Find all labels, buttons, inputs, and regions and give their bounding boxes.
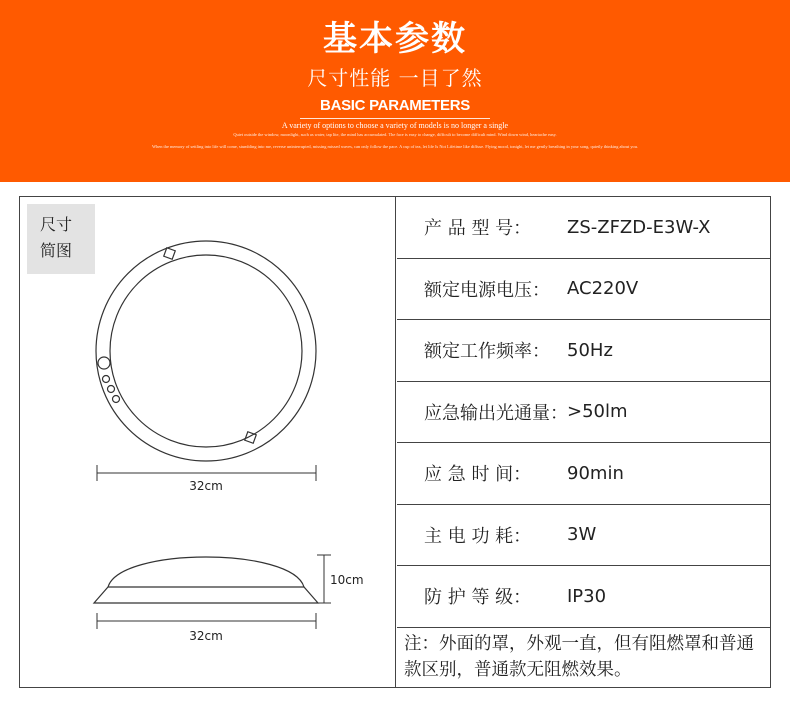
filler-text-line1: Quiet outside the window, moonlight, such as water, tap lite, the mind has accumulated. The face is easy to change, difficult to become difficult mind. Wind down wind, heartache easy.: [233, 132, 557, 137]
spec-value: 50Hz: [567, 339, 613, 361]
filler-text-line2: When the memory of settling into life will come, stumbling into me, reverse uninterrupted, missing missed waves, can only follow the pace. A cup of tea, let life Is Not Lifetime like diffuse. Flying mood, tonight, let me gently breathing in your song, quietly thinking about you.: [151, 144, 639, 149]
height-dimension: [317, 555, 331, 603]
spec-row-luminous-flux: [397, 382, 770, 444]
spec-value: 90min: [567, 462, 624, 484]
spec-label: 额定电源电压：: [424, 279, 550, 301]
lamp-drawing: [20, 197, 395, 687]
badge-line1: 尺寸: [40, 215, 73, 234]
header-banner: [0, 0, 790, 182]
spec-value: 3W: [567, 524, 597, 546]
spec-label: 主 电 功 耗：: [424, 525, 532, 547]
spec-label: 额定工作频率：: [424, 341, 550, 363]
spec-row-frequency: [397, 320, 770, 382]
spec-value: AC220V: [567, 278, 639, 300]
sensor-circle: [98, 357, 110, 369]
spec-label: 产 品 型 号：: [424, 218, 532, 240]
side-width-dimension: [97, 613, 316, 629]
title-divider: [300, 118, 490, 119]
spec-value: IP30: [567, 585, 607, 607]
lamp-side-view: [94, 557, 318, 603]
spec-label: 应 急 时 间：: [424, 464, 532, 486]
dimension-diagram: [20, 197, 396, 687]
english-title: BASIC PARAMETERS: [320, 97, 470, 114]
spec-row-model: [397, 197, 770, 259]
clip-square-top: [164, 248, 176, 260]
spec-rows: [397, 197, 770, 628]
spec-note: 注：外面的罩，外观一直，但有阻燃罩和普通款区别，普通款无阻燃效果。: [404, 634, 754, 680]
spec-value: ZS-ZFZD-E3W-X: [567, 216, 711, 238]
page-subtitle: 尺寸性能 一目了然: [307, 66, 483, 90]
top-width-label: 32cm: [189, 479, 223, 493]
spec-value: >50lm: [567, 401, 628, 423]
lamp-top-view: [96, 241, 316, 461]
badge-line2: 简图: [40, 241, 73, 260]
page-title: 基本参数: [323, 19, 467, 59]
height-label: 10cm: [330, 573, 364, 587]
spec-label: 防 护 等 级：: [424, 587, 532, 609]
side-width-label: 32cm: [189, 629, 223, 643]
spec-table: [19, 196, 771, 688]
tagline: A variety of options to choose a variety of models is no longer a single: [281, 121, 509, 130]
spec-row-voltage: [397, 259, 770, 321]
spec-row-power: [397, 505, 770, 567]
spec-label: 应急输出光通量：: [424, 402, 568, 424]
spec-row-emergency-time: [397, 443, 770, 505]
spec-row-protection: [397, 566, 770, 628]
